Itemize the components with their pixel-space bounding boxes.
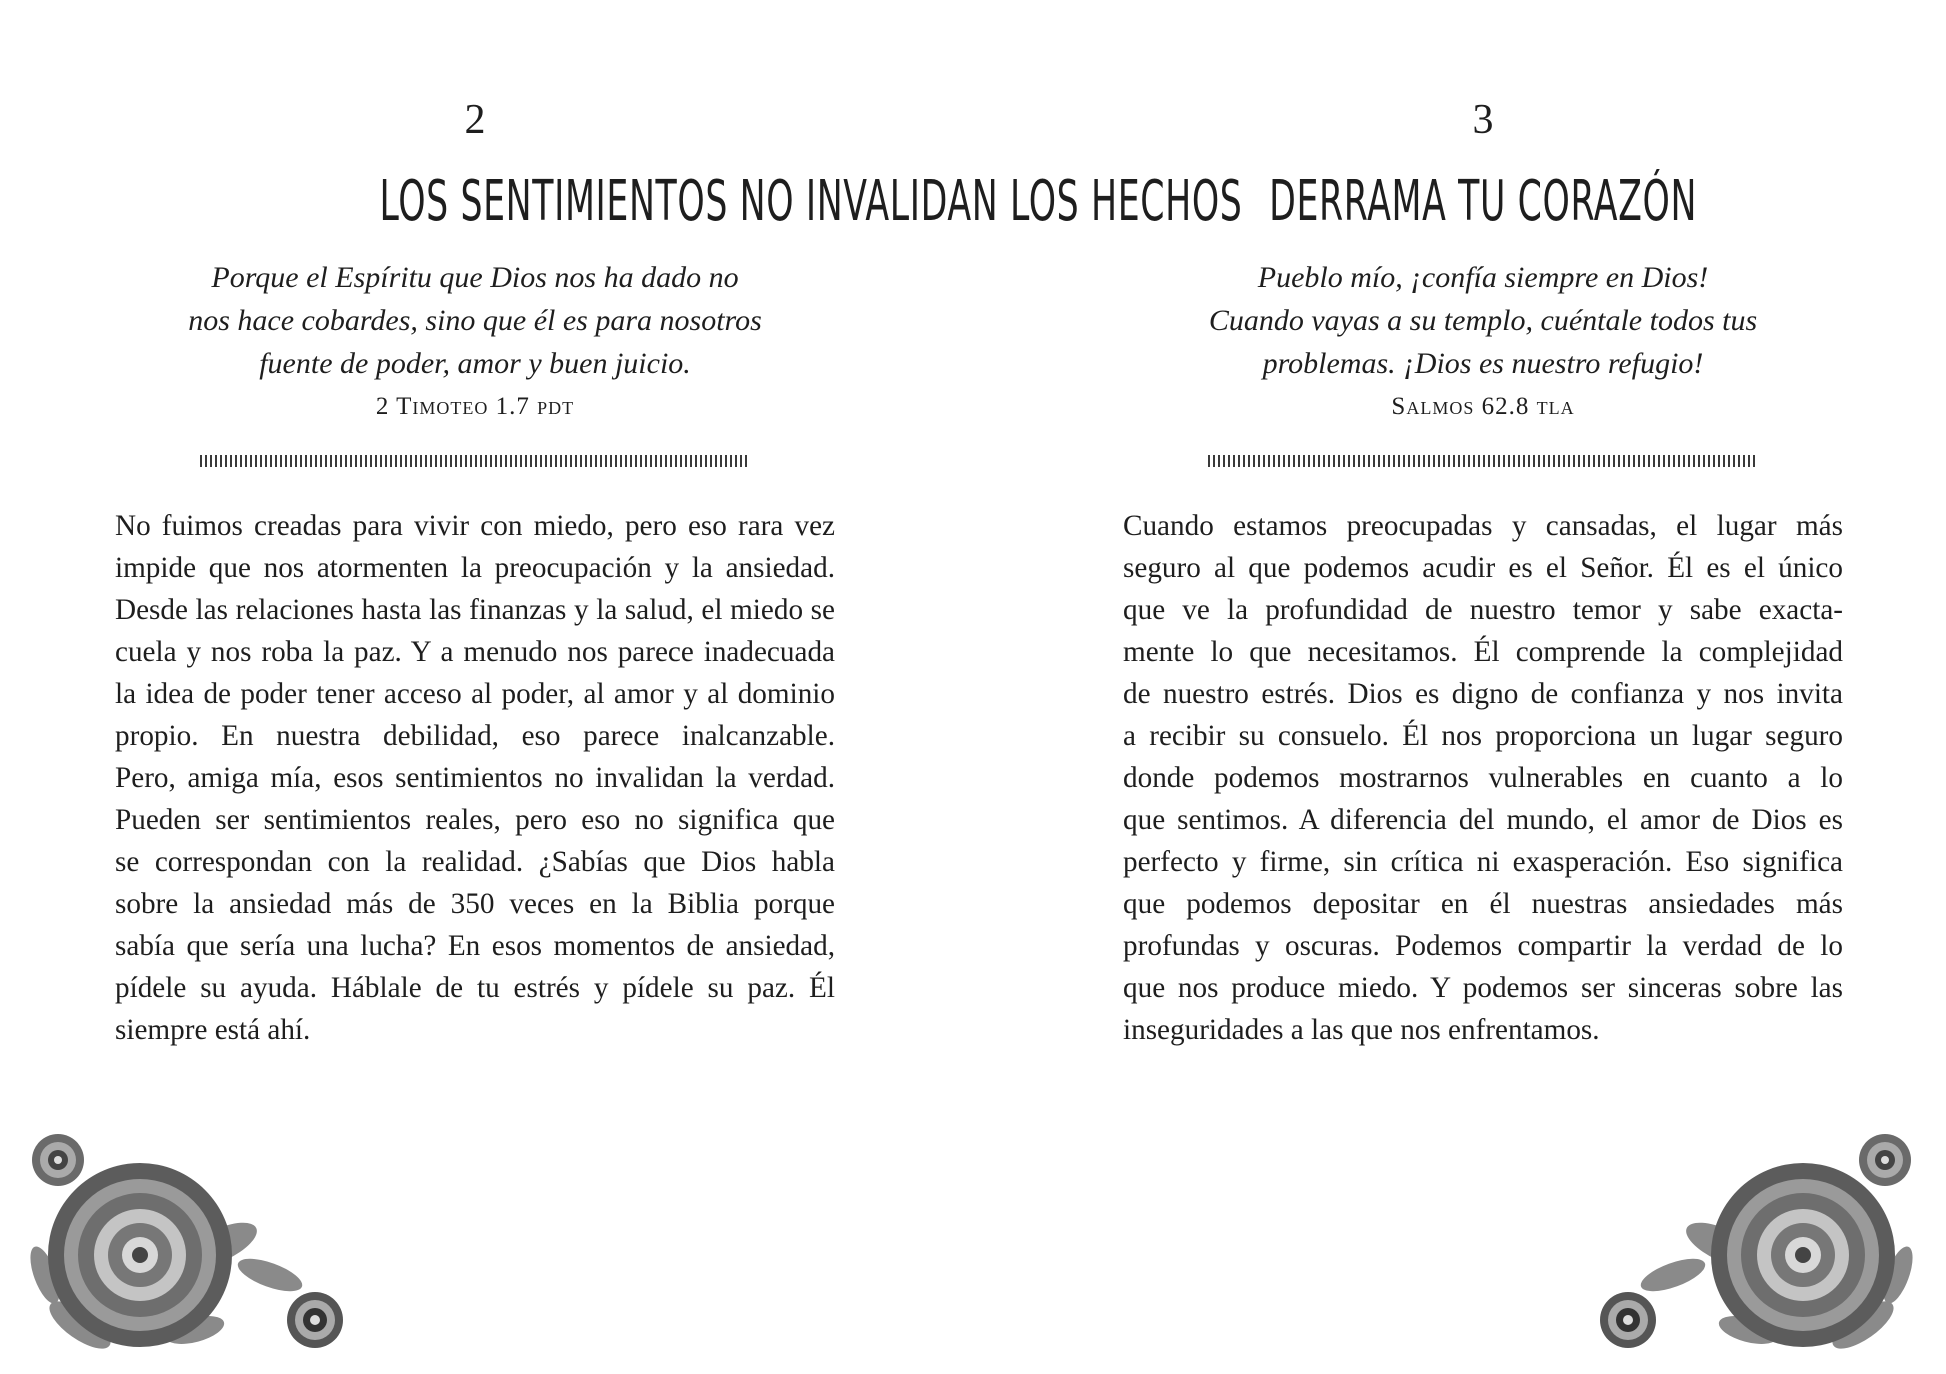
body-line: impide que nos atormenten la preocupación y la ansiedad.	[115, 552, 835, 584]
flower-cluster-icon	[1523, 1125, 1923, 1370]
body-line: sobre la ansiedad más de 350 veces en la Biblia porque	[115, 888, 835, 920]
verse-line: Porque el Espíritu que Dios nos ha dado no	[211, 261, 739, 294]
right-column	[1123, 0, 1843, 1100]
flower-cluster-icon	[20, 1125, 420, 1370]
day-number: 2	[464, 97, 486, 143]
day-title	[115, 169, 1243, 234]
day-title-text: DERRAMA TU CORAZÓN	[1269, 169, 1697, 234]
left-column	[115, 0, 1243, 1100]
verse-line: Cuando vayas a su templo, cuéntale todos tus	[1208, 304, 1758, 337]
body-line: Pueden ser sentimientos reales, pero eso no significa que	[115, 804, 835, 836]
day-number: 3	[1472, 97, 1494, 143]
body-line: que podemos depositar en él nuestras ansiedades más	[1123, 888, 1843, 920]
day-title	[1123, 170, 1843, 234]
scripture-verse	[115, 256, 835, 425]
verse-line: Pueblo mío, ¡confía siempre en Dios!	[1257, 261, 1709, 294]
verse-reference: 2 Timoteo 1.7 pdt	[375, 393, 575, 420]
body-line: profundas y oscuras. Podemos compartir la verdad de lo	[1123, 930, 1843, 962]
body-line: pídele su ayuda. Háblale de tu estrés y pídele su paz. Él	[115, 972, 835, 1004]
divider	[200, 455, 750, 467]
body-line: mente lo que necesitamos. Él comprende la complejidad	[1123, 636, 1843, 668]
devotional-body	[115, 505, 835, 1051]
body-line: seguro al que podemos acudir es el Señor. Él es el único	[1123, 552, 1843, 584]
body-line: se correspondan con la realidad. ¿Sabías que Dios habla	[115, 846, 835, 878]
verse-line: problemas. ¡Dios es nuestro refugio!	[1262, 347, 1704, 380]
body-line: de nuestro estrés. Dios es digno de confianza y nos invita	[1123, 678, 1843, 710]
body-line: Cuando estamos preocupadas y cansadas, el lugar más	[1123, 510, 1843, 542]
body-line: a recibir su consuelo. Él nos proporciona un lugar seguro	[1123, 720, 1843, 752]
scripture-verse	[1123, 256, 1843, 425]
body-line: cuela y nos roba la paz. Y a menudo nos parece inadecuada	[115, 636, 835, 668]
body-line: Pero, amiga mía, esos sentimientos no invalidan la verdad.	[115, 762, 835, 794]
body-line: perfecto y firme, sin crítica ni exasperación. Eso significa	[1123, 846, 1843, 878]
body-line: Desde las relaciones hasta las finanzas y la salud, el miedo se	[115, 594, 835, 626]
verse-line: nos hace cobardes, sino que él es para nosotros	[188, 304, 762, 337]
verse-reference: Salmos 62.8 tla	[1391, 393, 1575, 420]
divider	[1208, 455, 1758, 467]
right-page	[973, 0, 1946, 1374]
body-line: sabía que sería una lucha? En esos momentos de ansiedad,	[115, 930, 835, 962]
day-title-text: LOS SENTIMIENTOS NO INVALIDAN LOS HECHOS	[379, 169, 1243, 234]
body-line: que nos produce miedo. Y podemos ser sinceras sobre las	[1123, 972, 1843, 1004]
devotional-body	[1123, 505, 1843, 1051]
body-line: inseguridades a las que nos enfrentamos.	[1123, 1014, 1600, 1046]
body-line: que sentimos. A diferencia del mundo, el amor de Dios es	[1123, 804, 1843, 836]
body-line: siempre está ahí.	[115, 1014, 311, 1046]
body-line: propio. En nuestra debilidad, eso parece inalcanzable.	[115, 720, 835, 752]
verse-line: fuente de poder, amor y buen juicio.	[259, 347, 691, 380]
body-line: que ve la profundidad de nuestro temor y sabe exacta-	[1123, 594, 1843, 626]
body-line: donde podemos mostrarnos vulnerables en cuanto a lo	[1123, 762, 1843, 794]
body-line: la idea de poder tener acceso al poder, al amor y al dominio	[115, 678, 835, 710]
body-line: No fuimos creadas para vivir con miedo, pero eso rara vez	[115, 510, 835, 542]
